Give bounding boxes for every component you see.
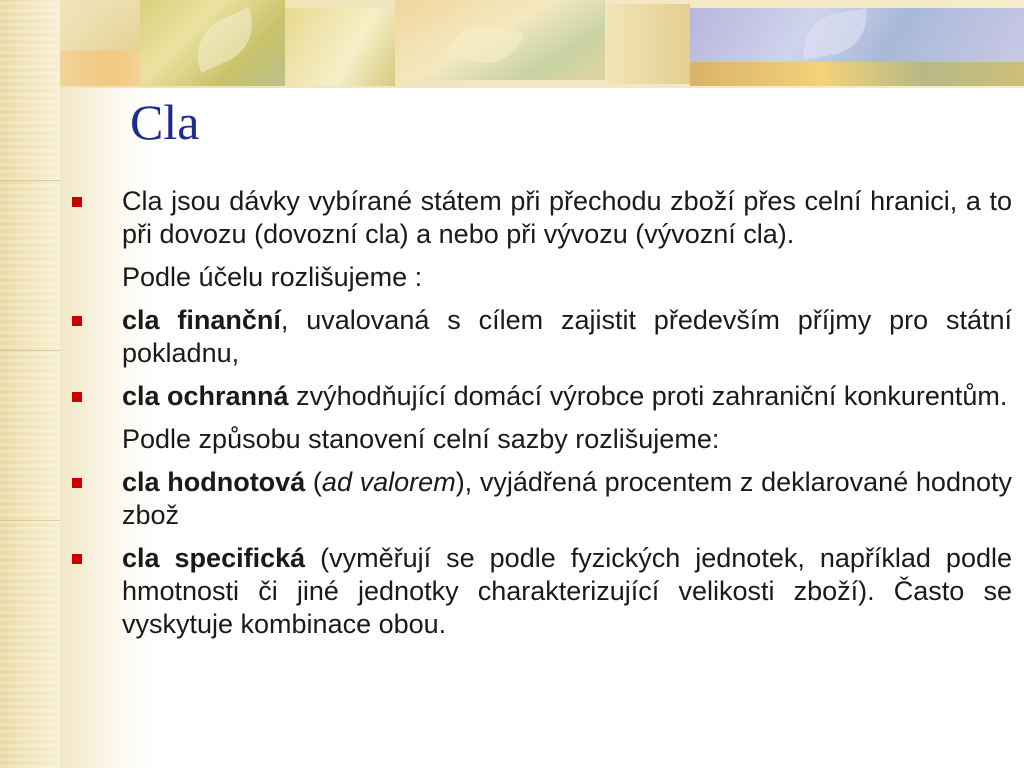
list-item-text: ), vyjádřená procentem z deklarované hodnoty zbož — [122, 467, 1012, 530]
slide-title: Cla — [130, 94, 200, 150]
divider — [0, 520, 60, 521]
list-item-text: zvýhodňující domácí výrobce proti zahraniční konkurentům. — [288, 381, 1008, 411]
list-item — [72, 423, 1012, 456]
term-bold: cla finanční — [122, 305, 281, 335]
term-bold: cla specifická — [122, 543, 306, 573]
list-item — [72, 261, 1012, 294]
decorative-header-band — [0, 0, 1024, 88]
square-bullet-icon — [72, 197, 82, 207]
list-item-text: , uvalovaná s cílem zajistit především příjmy pro státní pokladnu, — [122, 305, 1012, 368]
bullet-list — [72, 185, 1012, 651]
list-item-text: (vyměřují se podle fyzických jednotek, například podle hmotnosti či jiné jednotky charakterizující velikosti zboží). Často se vyskytuje kombinace obou. — [122, 543, 1012, 639]
list-item — [72, 380, 1012, 413]
term-bold: cla ochranná — [122, 381, 289, 411]
divider — [0, 180, 60, 181]
divider — [0, 350, 60, 351]
list-item — [72, 304, 1012, 370]
square-bullet-icon — [72, 392, 82, 402]
list-item — [72, 542, 1012, 641]
square-bullet-icon — [72, 554, 82, 564]
list-item-text: Podle způsobu stanovení celní sazby rozlišujeme: — [122, 424, 720, 454]
decorative-left-strip — [0, 0, 60, 768]
square-bullet-icon — [72, 478, 82, 488]
decorative-tile — [285, 8, 395, 86]
term-italic: ad valorem — [321, 467, 456, 497]
list-item-text-prefix: ( — [305, 467, 322, 497]
decorative-tile — [690, 62, 1024, 86]
list-item — [72, 466, 1012, 532]
square-bullet-icon — [72, 316, 82, 326]
term-bold: cla hodnotová — [122, 467, 306, 497]
list-item — [72, 185, 1012, 251]
list-item-text: Podle účelu rozlišujeme : — [122, 262, 423, 292]
decorative-tile — [605, 4, 690, 84]
list-item-text: Cla jsou dávky vybírané státem při přechodu zboží přes celní hranici, a to při dovozu (dovozní cla) a nebo při vývozu (vývozní cla). — [122, 186, 1012, 249]
